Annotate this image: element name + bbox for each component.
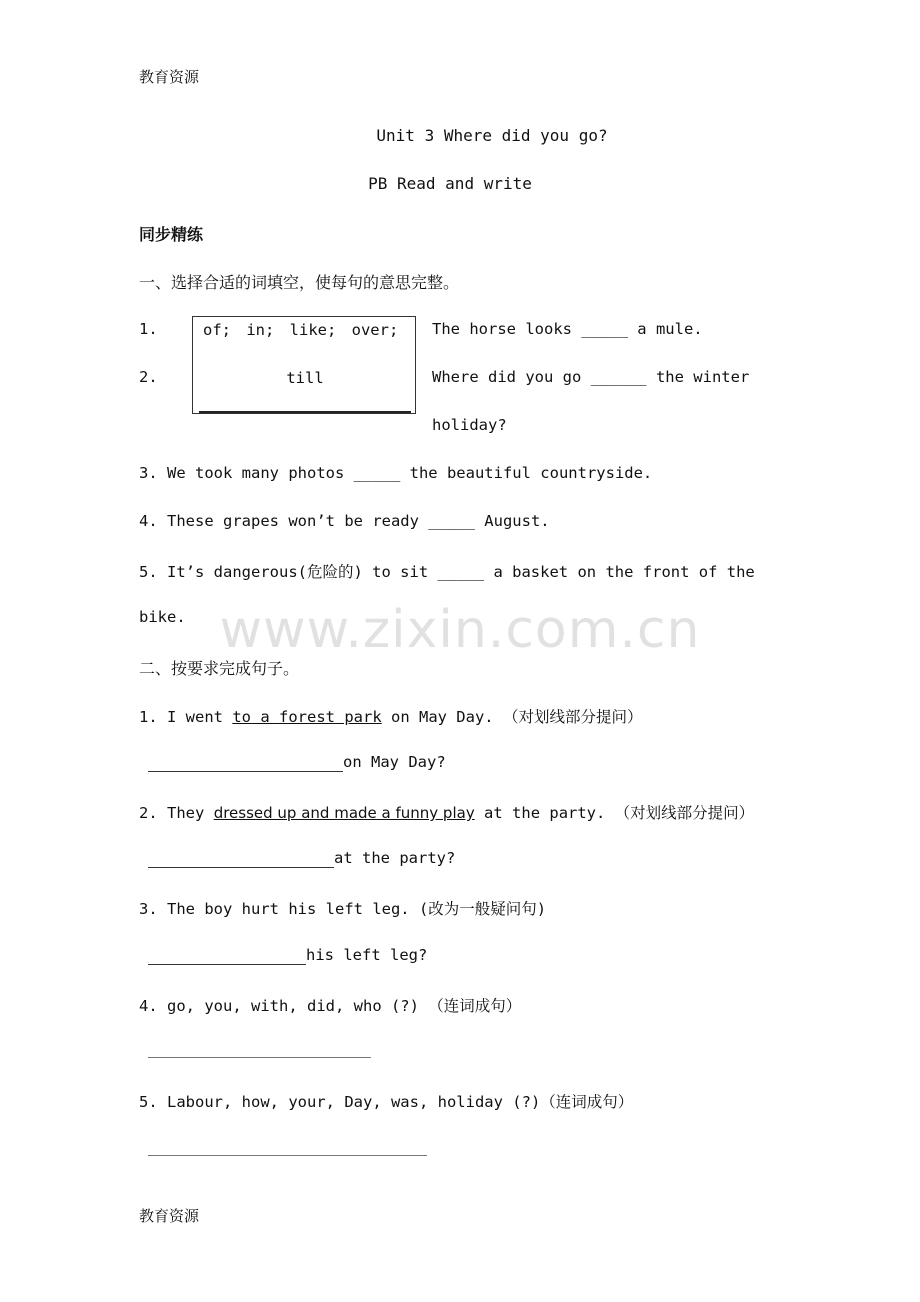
part1-item1-text: The horse looks _____ a mule. [432,320,703,338]
page-subtitle: PB Read and write [368,174,532,193]
part2-item1 [139,705,642,727]
part1-item3-text: We took many photos _____ the beautiful countryside. [167,464,653,482]
part1-item4-number: 4. [139,512,158,530]
part2-item4-number: 4. [139,997,158,1015]
watermark: www.zixin.com.cn [219,600,701,660]
part1-item1-number: 1. [139,320,158,338]
part2-item5-text: Labour, how, your, Day, was, holiday (?)（连词成句） [167,1093,634,1111]
word-choice-box [192,316,416,414]
word-choices: of; in; like; over; [203,321,399,339]
page-title: Unit 3 Where did you go? [376,126,608,145]
part2-item1-answer-suffix: on May Day? [343,753,446,771]
part1-item5-number: 5. [139,563,158,581]
word-box-rule [199,411,411,413]
part1-item5-text: It’s dangerous(危险的) to sit _____ a basket on the front of the [167,563,755,581]
part1-item5-continuation: bike. [139,608,186,626]
part2-instruction: 二、按要求完成句子。 [139,659,300,678]
part2-item3-answer-suffix: his left leg? [306,946,428,964]
part2-item2-post: at the party. （对划线部分提问） [474,804,755,822]
page-header: 教育资源 [139,68,200,86]
part2-item2-answer-blank[interactable] [148,867,334,868]
part2-item2-pre: They [167,804,214,822]
part2-item3-number: 3. [139,900,158,918]
part2-item5 [139,1090,633,1112]
part1-item2-continuation: holiday? [432,416,507,434]
part2-item5-answer-blank[interactable] [148,1155,427,1156]
part1-item2-number: 2. [139,368,158,386]
part2-item1-answer-blank[interactable] [148,771,343,772]
part2-item1-number: 1. [139,708,158,726]
section-heading: 同步精练 [139,225,204,244]
part1-item3 [139,464,652,482]
part2-item2 [139,801,754,823]
word-choice-last: till [286,369,324,387]
part1-item4-text: These grapes won’t be ready _____ August. [167,512,550,530]
part2-item4-answer-blank[interactable] [148,1057,371,1058]
part2-item3-text: The boy hurt his left leg. (改为一般疑问句) [167,900,547,918]
part1-instruction: 一、选择合适的词填空，使每句的意思完整。 [139,273,460,292]
part2-item2-number: 2. [139,804,158,822]
part2-item2-answer-suffix: at the party? [334,849,456,867]
part2-item5-number: 5. [139,1093,158,1111]
part1-item3-number: 3. [139,464,158,482]
part2-item4-text: go, you, with, did, who (?) （连词成句） [167,997,522,1015]
part2-item3-answer-blank[interactable] [148,964,306,965]
part1-item2-text: Where did you go ______ the winter [432,368,750,386]
part2-item1-underlined: to a forest park [232,708,382,726]
part1-item4 [139,512,550,530]
part2-item1-post: on May Day. （对划线部分提问） [381,708,643,726]
part1-item5 [139,560,781,582]
page-footer: 教育资源 [139,1207,200,1225]
part2-item3 [139,897,546,919]
part2-item2-underlined: dressed up and made a funny play [213,804,475,822]
part2-item1-pre: I went [167,708,233,726]
part2-item4 [139,994,521,1016]
